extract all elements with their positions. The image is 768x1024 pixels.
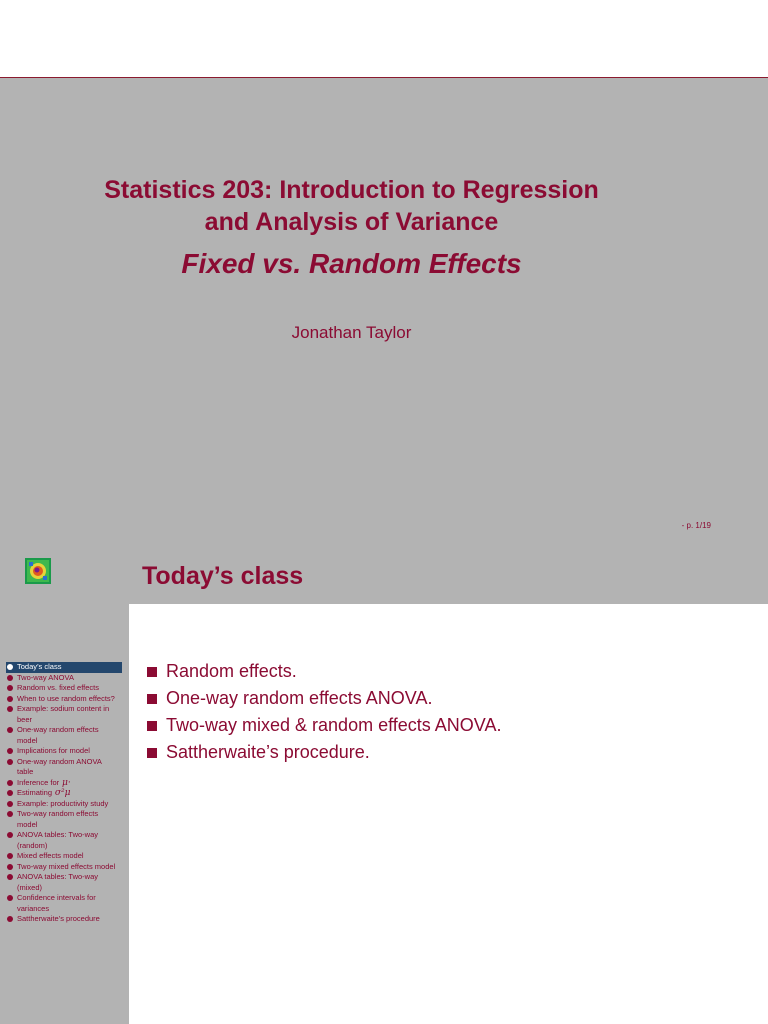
slide-title-text: Today’s class [142,562,304,590]
bullet-item: One-way random effects ANOVA. [147,685,501,712]
sidebar-item-label: Implications for model [17,746,90,755]
sidebar-item-label: model [17,819,38,829]
sidebar-item-label: beer [17,714,33,724]
bullet-list [147,658,501,766]
bullet-dot-icon [7,864,13,870]
square-bullet-icon [147,721,157,731]
sidebar-item[interactable] [6,851,122,862]
bullet-item: Two-way mixed & random effects ANOVA. [147,712,501,739]
math-symbol: σ²μ [52,788,71,798]
course-title-line1: Statistics 203: Introduction to Regression [104,176,599,204]
sidebar-item-label: model [17,735,38,745]
bullet-dot-icon [7,916,13,922]
sidebar-item[interactable] [6,799,122,810]
sidebar-item-label: Example: productivity study [17,798,109,808]
bullet-dot-icon [7,832,13,838]
bullet-dot-icon [7,664,13,670]
bullet-dot-icon [7,759,13,765]
square-bullet-icon [147,694,157,704]
slide-title [0,77,768,545]
sidebar-item-label: Sattherwaite’s procedure [17,914,100,923]
bullet-dot-icon [7,706,13,712]
sidebar-item-label: Inference for [17,777,60,787]
sidebar-item-label: Mixed effects model [17,851,84,860]
sidebar-item-label: Confidence intervals for [17,893,96,902]
sidebar-item[interactable] [6,757,122,778]
square-bullet-icon [147,667,157,677]
slide-todays-class [0,544,768,1024]
bullet-dot-icon [7,748,13,754]
bullet-dot-icon [7,811,13,817]
bullet-dot-icon [7,895,13,901]
sidebar-nav [6,662,122,925]
bullet-item: Sattherwaite’s procedure. [147,739,501,766]
sidebar-item-label: One-way random effects [17,725,99,734]
sidebar-item[interactable] [6,830,122,851]
sidebar-item[interactable] [6,809,122,830]
bullet-dot-icon [7,874,13,880]
sidebar-item-label: Two-way ANOVA [17,672,74,682]
sidebar-item[interactable] [6,704,122,725]
sidebar-item-label: table [17,767,34,776]
sidebar-item-label: variances [17,903,50,913]
sidebar-item-label: Two-way random effects [17,809,99,818]
sidebar-item-label: One-way random ANOVA [17,756,102,766]
author: Jonathan Taylor [291,323,412,342]
sidebar-item[interactable] [6,694,122,705]
sidebar-item-label: Example: sodium content in [17,704,110,713]
bullet-item: Random effects. [147,658,501,685]
sidebar-item[interactable] [6,683,122,694]
logo-icon [25,558,51,584]
lecture-subtitle: Fixed vs. Random Effects [181,248,522,279]
sidebar-item[interactable] [6,788,122,799]
sidebar-item[interactable] [6,914,122,925]
sidebar-item[interactable] [6,725,122,746]
slide-content [129,604,768,1024]
bullet-dot-icon [7,853,13,859]
bullet-dot-icon [7,790,13,796]
bullet-dot-icon [7,675,13,681]
sidebar-item[interactable] [6,662,122,673]
bullet-dot-icon [7,696,13,702]
sidebar-item[interactable] [6,872,122,893]
sidebar-item-label: (mixed) [17,882,43,892]
bullet-dot-icon [7,801,13,807]
sidebar-item[interactable] [6,862,122,873]
sidebar-item-label: When to use random effects? [17,693,115,703]
sidebar-item-label: (random) [17,840,48,850]
sidebar-item[interactable] [6,778,122,789]
sidebar-item-label: Two-way mixed effects model [17,861,116,871]
sidebar-item-label: ANOVA tables: Two-way [17,830,99,839]
sidebar-item-label: Estimating [17,788,53,797]
sidebar-item[interactable] [6,746,122,757]
bullet-dot-icon [7,780,13,786]
sidebar-item-label: Today’s class [17,662,62,671]
square-bullet-icon [147,748,157,758]
bullet-dot-icon [7,727,13,733]
sidebar-item[interactable] [6,893,122,914]
sidebar-item-label: ANOVA tables: Two-way [17,872,99,881]
sidebar-item[interactable] [6,673,122,684]
course-title-line2: and Analysis of Variance [204,208,499,236]
math-symbol: μ· [59,777,71,788]
bullet-dot-icon [7,685,13,691]
sidebar-item-label: Random vs. fixed effects [17,683,99,692]
page-number: - p. 1/19 [681,521,711,530]
